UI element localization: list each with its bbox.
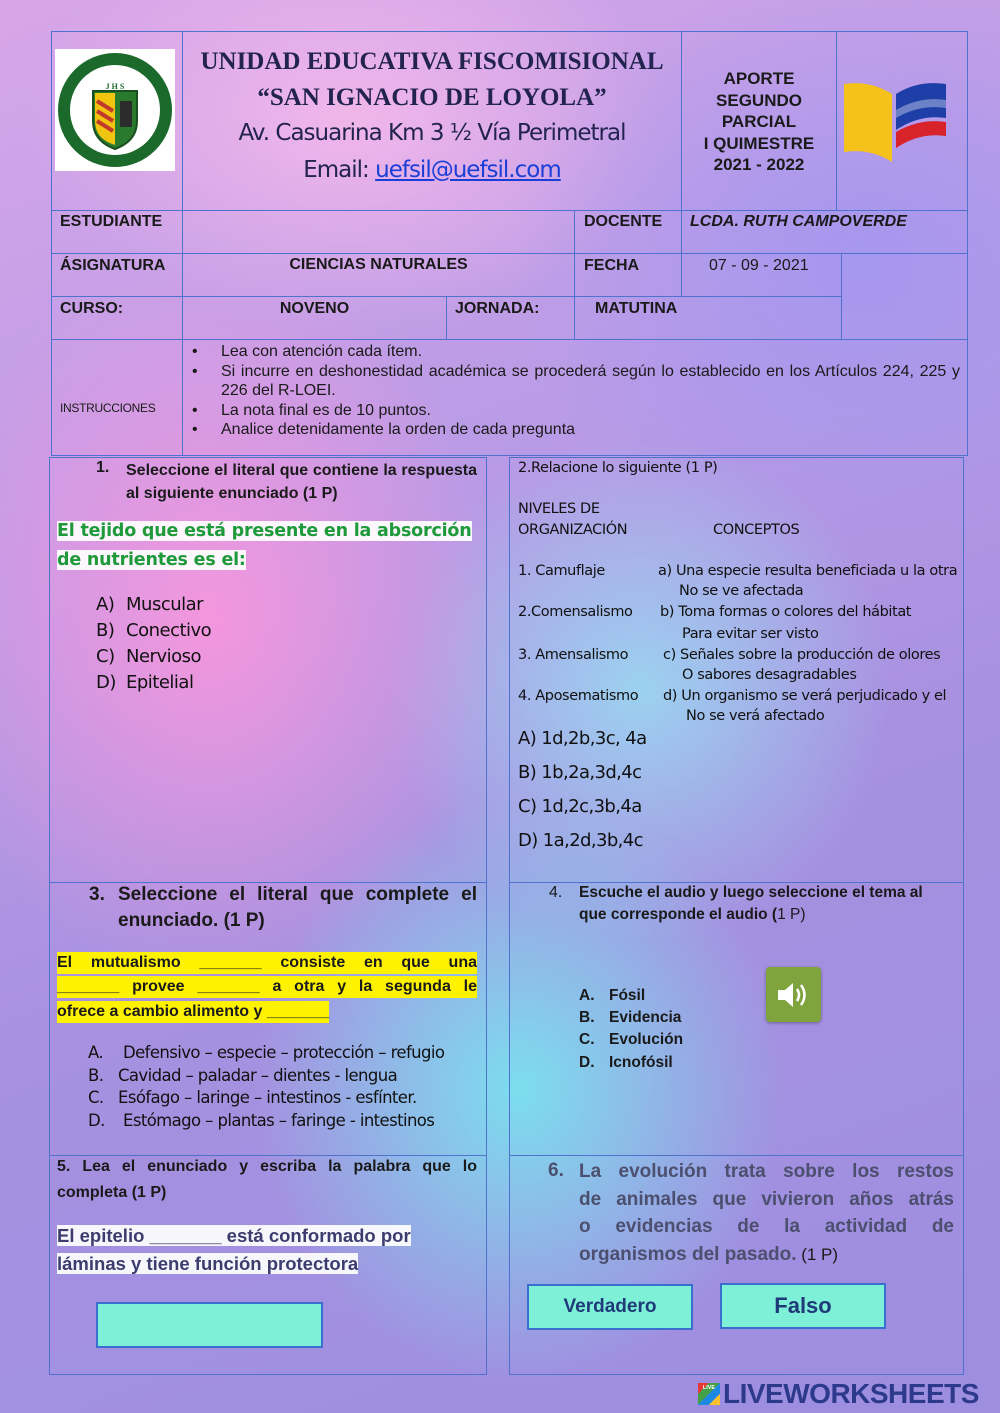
q6-line: de animales que vivieron años atrás xyxy=(579,1188,954,1210)
option-key: D. xyxy=(88,1111,105,1130)
q1-option-a[interactable] xyxy=(96,594,203,615)
q2-answer-d[interactable]: D) 1a,2d,3b,4c xyxy=(518,830,643,851)
date-value: 07 - 09 - 2021 xyxy=(709,257,809,274)
q4-option-b[interactable] xyxy=(579,1009,681,1027)
q3-option-a[interactable] xyxy=(88,1043,444,1062)
q6-line: La evolución trata sobre los restos xyxy=(579,1161,954,1182)
svg-text:J H S: J H S xyxy=(105,82,125,91)
school-crest-logo xyxy=(55,49,175,171)
q6-statement xyxy=(579,1158,954,1268)
option-key: B. xyxy=(579,1009,595,1026)
q1-option-c[interactable] xyxy=(96,646,201,667)
q1-statement-text: El tejido que está presente en la absorción de nutrientes es el: xyxy=(57,521,472,570)
q2-concept-c-line2: O sabores desagradables xyxy=(682,667,857,683)
q3-statement-line3: ofrece a cambio alimento y _______ xyxy=(57,1001,329,1023)
q2-concept-b-line2: Para evitar ser visto xyxy=(682,626,819,642)
q3-prompt-line1: Seleccione el literal que complete el xyxy=(118,884,477,905)
assessment-line: PARCIAL xyxy=(721,112,797,131)
q4-option-c[interactable] xyxy=(579,1031,683,1049)
q6-last-line-regular: (1 P) xyxy=(796,1244,839,1264)
q5-statement-line2: láminas y tiene función protectora xyxy=(57,1253,359,1274)
q5-prompt-line2: completa (1 P) xyxy=(57,1184,167,1201)
teacher-value: LCDA. RUTH CAMPOVERDE xyxy=(690,213,907,230)
q2-concept-a-line1: a) Una especie resulta beneficiada u la otra xyxy=(658,563,958,579)
instruction-item: • Analice detenidamente la orden de cada pregunta xyxy=(192,421,576,438)
q6-last-line-bold: organismos del pasado. xyxy=(579,1243,797,1265)
school-email xyxy=(186,157,678,183)
q4-number: 4. xyxy=(549,884,563,901)
crest-icon xyxy=(55,49,175,171)
assessment-line: 2021 - 2022 xyxy=(713,155,805,174)
ministry-logo xyxy=(842,80,948,164)
option-key: C. xyxy=(579,1031,595,1048)
option-text: Conectivo xyxy=(126,620,212,641)
option-text: Evidencia xyxy=(609,1009,682,1026)
option-key: A. xyxy=(88,1043,104,1062)
crest-text xyxy=(55,171,175,172)
option-text: Cavidad – paladar – dientes - lengua xyxy=(118,1066,398,1085)
q6-line: o evidencias de la actividad de xyxy=(579,1216,954,1237)
q1-option-b[interactable] xyxy=(96,620,211,641)
subject-label: ÁSIGNATURA xyxy=(60,257,166,274)
option-text: Esófago – laringe – intestinos - esfínter. xyxy=(118,1088,417,1107)
course-value: NOVENO xyxy=(279,300,350,317)
q5-answer-input[interactable] xyxy=(96,1302,323,1348)
liveworksheets-logo[interactable] xyxy=(698,1380,979,1408)
email-link[interactable]: uefsil@uefsil.com xyxy=(375,157,561,183)
option-text: Estómago – plantas – faringe - intestinos xyxy=(123,1111,435,1130)
q2-col2-header: CONCEPTOS xyxy=(713,522,800,538)
student-name-input[interactable] xyxy=(186,213,571,249)
assessment-line: I QUIMESTRE xyxy=(703,133,815,153)
q1-prompt: Seleccione el literal que contiene la respuesta al siguiente enunciado (1 P) xyxy=(126,462,477,502)
option-key: B. xyxy=(88,1066,104,1085)
q1-number: 1. xyxy=(96,459,110,476)
q4-prompt-line2-bold: que corresponde el audio ( xyxy=(579,906,778,923)
option-key: D) xyxy=(96,672,116,693)
q4-option-d[interactable] xyxy=(579,1054,673,1072)
assessment-line: SEGUNDO xyxy=(716,90,802,110)
option-text: Muscular xyxy=(126,594,204,615)
instructions-label: INSTRUCCIONES xyxy=(60,401,156,415)
liveworksheets-brand: LIVEWORKSHEETS xyxy=(723,1378,979,1409)
q2-answer-a[interactable]: A) 1d,2b,3c, 4a xyxy=(518,728,647,749)
q2-level-4: 4. Aposematismo xyxy=(518,688,639,704)
option-key: A. xyxy=(579,987,595,1004)
q3-statement-line1: El mutualismo _______ consiste en que una xyxy=(57,952,477,974)
q3-prompt-line2: enunciado. (1 P) xyxy=(118,910,265,931)
shift-label: JORNADA: xyxy=(455,300,540,317)
subject-value: CIENCIAS NATURALES xyxy=(289,256,468,273)
teacher-label: DOCENTE xyxy=(584,213,663,230)
info-right-spacer xyxy=(841,253,968,340)
option-key: B) xyxy=(96,620,115,641)
option-key: C) xyxy=(96,646,115,667)
option-text: Fósil xyxy=(609,987,646,1004)
live-badge-icon: LIVE xyxy=(698,1383,720,1405)
instructions-label-cell xyxy=(51,339,183,456)
student-label: ESTUDIANTE xyxy=(60,213,163,230)
school-name-line1: UNIDAD EDUCATIVA FISCOMISIONAL xyxy=(200,48,664,75)
q5-statement xyxy=(57,1222,411,1278)
true-button[interactable]: Verdadero xyxy=(527,1284,693,1330)
option-text: Evolución xyxy=(609,1031,684,1048)
q2-col1-header-line1: NIVELES DE xyxy=(518,501,600,517)
instructions-list xyxy=(190,342,960,440)
option-text: Epitelial xyxy=(126,672,194,693)
q2-answer-c[interactable]: C) 1d,2c,3b,4a xyxy=(518,796,642,817)
audio-play-button[interactable] xyxy=(766,967,821,1022)
q2-level-3: 3. Amensalismo xyxy=(518,647,629,663)
school-address: Av. Casuarina Km 3 ½ Vía Perimetral xyxy=(238,120,626,146)
q3-number: 3. xyxy=(89,884,105,905)
q2-concept-b-line1: b) Toma formas o colores del hábitat xyxy=(660,604,912,620)
q4-prompt-line2-regular: 1 P) xyxy=(777,906,806,923)
q2-col1-header-line2: ORGANIZACIÓN xyxy=(518,522,628,538)
option-text: Defensivo – especie – protección – refugio xyxy=(123,1043,445,1062)
q6-number: 6. xyxy=(548,1160,564,1181)
q2-concept-d-line2: No se verá afectado xyxy=(686,708,825,724)
course-label: CURSO: xyxy=(60,300,124,317)
q2-concept-a-line2: No se ve afectada xyxy=(679,583,804,599)
speaker-icon xyxy=(776,980,812,1010)
school-name-line2: “SAN IGNACIO DE LOYOLA” xyxy=(257,84,607,111)
option-text: Nervioso xyxy=(126,646,201,667)
option-key: A) xyxy=(96,594,115,615)
option-key: C. xyxy=(88,1088,104,1107)
q2-concept-d-line1: d) Un organismo se verá perjudicado y el xyxy=(663,688,947,704)
email-label: Email: xyxy=(303,157,376,183)
q4-option-a[interactable] xyxy=(579,987,645,1005)
q2-prompt: 2.Relacione lo siguiente (1 P) xyxy=(518,460,718,476)
q2-level-1: 1. Camuflaje xyxy=(518,563,605,579)
instruction-item: • Si incurre en deshonestidad académica se procederá según lo establecido en los Artículos 224, 225 y 226 del R-LOEI. xyxy=(192,362,960,399)
assessment-info xyxy=(683,68,835,176)
q5-statement-line1: El epitelio _______ está conformado por xyxy=(57,1225,411,1246)
q5-prompt-line1: 5. Lea el enunciado y escriba la palabra que lo xyxy=(57,1158,477,1175)
q4-prompt-line2 xyxy=(579,906,806,924)
q1-option-d[interactable] xyxy=(96,672,193,693)
instruction-item: • La nota final es de 10 puntos. xyxy=(192,401,431,419)
option-text: Icnofósil xyxy=(609,1054,673,1071)
q2-level-2: 2.Comensalismo xyxy=(518,604,633,620)
q1-statement xyxy=(57,517,477,575)
q3-statement-line2: _______ provee _______ a otra y la segunda le xyxy=(57,976,477,998)
q2-concept-c-line1: c) Señales sobre la producción de olores xyxy=(663,647,941,663)
q3-option-d[interactable] xyxy=(88,1111,434,1130)
assessment-line: APORTE xyxy=(723,69,795,88)
false-button[interactable]: Falso xyxy=(720,1283,886,1329)
q3-option-c[interactable] xyxy=(88,1088,417,1107)
option-key: D. xyxy=(579,1054,595,1071)
book-flag-icon xyxy=(842,80,948,164)
q4-prompt-line1: Escuche el audio y luego seleccione el tema al xyxy=(579,884,923,901)
instruction-item: • Lea con atención cada ítem. xyxy=(192,343,423,360)
date-label: FECHA xyxy=(584,257,640,274)
q3-option-b[interactable] xyxy=(88,1066,397,1085)
shift-value: MATUTINA xyxy=(595,300,678,317)
q2-answer-b[interactable]: B) 1b,2a,3d,4c xyxy=(518,762,642,783)
